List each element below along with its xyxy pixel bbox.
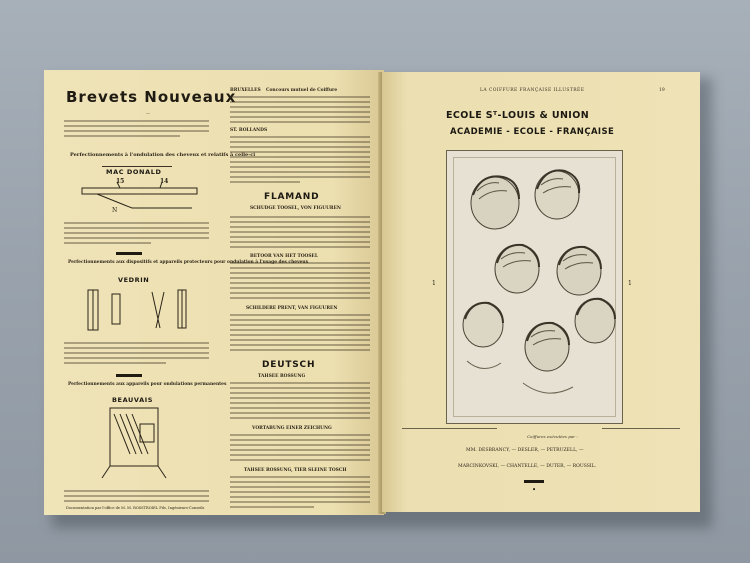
figure-label-vedrin: VEDRIN — [118, 276, 150, 284]
flamand-subhead-2: BETOOR VAN HET TOOSEL — [250, 254, 318, 259]
deutsch-subhead-3: TAHSEE ROSSUNG, TIER SLEINE TOSCH — [244, 468, 347, 473]
deutsch-subhead-2: VORTABUNG EINER ZEICHUNG — [252, 426, 332, 431]
illustration-plate — [446, 150, 623, 424]
caption-1: Perfectionnements à l'ondulation des cheveux et relatifs à celle-ci — [70, 152, 256, 158]
end-dot: • — [532, 486, 537, 494]
column-text-6 — [230, 382, 370, 422]
credits-rule-left — [402, 428, 497, 429]
divider — [102, 166, 172, 167]
figure-number-14: 14 — [160, 178, 169, 185]
body-text-1 — [64, 222, 209, 247]
body-text-2 — [64, 342, 209, 367]
figure-label-macdonald: MAC DONALD — [106, 168, 162, 176]
credits-label: Coiffures exécutées par : — [527, 434, 578, 439]
column-subhead-1: Concours mutuel de Coiffure — [266, 88, 338, 93]
column-text-5 — [230, 314, 370, 354]
stylists-row-2: MARCINKOVSKI, — CHANTELLE, — DUTER, — ROUSSIL. — [458, 464, 597, 469]
body-text-3 — [64, 490, 209, 505]
column-text-3 — [230, 216, 370, 251]
column-head-bollands: ST. BOLLANDS — [230, 128, 268, 133]
deutsch-subhead-1: TAHSEE ROSSUNG — [258, 374, 306, 379]
section-rule-2 — [116, 374, 142, 377]
waving-machine-drawing — [100, 404, 170, 482]
page-number: 19 — [659, 88, 665, 93]
section-rule — [116, 252, 142, 255]
column-text-4 — [230, 262, 370, 302]
curler-drawing — [82, 284, 202, 334]
figure-number-15: 15 — [116, 178, 125, 185]
left-page — [44, 70, 384, 515]
running-head: LA COIFFURE FRANÇAISE ILLUSTRÉE — [480, 88, 585, 93]
footer-note: Documentation par l'office de M. M. ROSSTROIEL Fils, Ingénieurs-Conseils — [66, 506, 205, 510]
academy-title: ACADEMIE - ECOLE - FRANÇAISE — [450, 127, 615, 137]
column-text-2 — [230, 136, 370, 186]
page-title: Brevets Nouveaux — [66, 88, 237, 106]
flamand-subhead-1: SCHUDGE TOOSEL, VON FIGUUREN — [250, 206, 341, 211]
end-rule — [524, 480, 544, 483]
title-ornament: — — [146, 110, 150, 115]
plate-mark-left: 1 — [432, 280, 436, 287]
column-text-1 — [230, 96, 370, 126]
svg-text:N: N — [112, 207, 118, 214]
column-head-bruxelles: BRUXELLES — [230, 88, 261, 93]
column-text-7 — [230, 434, 370, 464]
right-page — [382, 72, 700, 512]
stylists-row-1: MM. DESBRANCY, — DESLER, — PETRUZELL, — — [466, 448, 584, 453]
caption-3: Perfectionnements aux appareils pour ondulations permanentes — [68, 382, 227, 387]
caption-2: Perfectionnements aux dispositifs et appareils protecteurs pour ondulation à l'usage des cheveux — [68, 260, 309, 265]
figure-label-beauvais: BEAUVAIS — [112, 396, 154, 404]
comb-drawing — [72, 178, 207, 218]
intro-text — [64, 120, 209, 140]
column-head-deutsch: DEUTSCH — [262, 360, 316, 370]
column-text-8 — [230, 476, 370, 511]
plate-mark-right: 1 — [628, 280, 632, 287]
hairstyle-illustration — [447, 151, 622, 423]
flamand-subhead-3: SCHILDERE PRENT, VAN FIGUUREN — [246, 306, 338, 311]
credits-rule-right — [602, 428, 680, 429]
school-title: ECOLE Sᵀ-LOUIS & UNION — [446, 110, 590, 121]
column-head-flamand: FLAMAND — [264, 192, 320, 202]
